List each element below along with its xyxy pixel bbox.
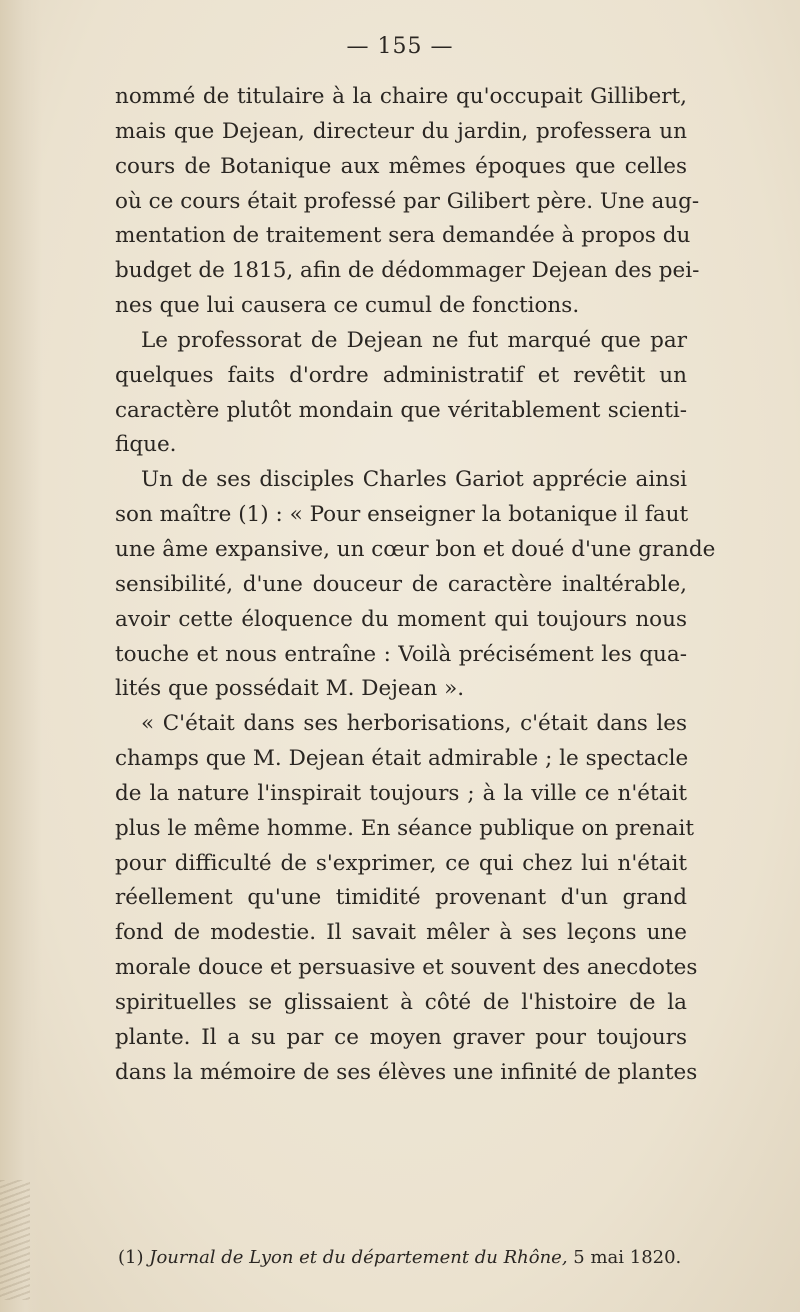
- text-line: nommé de titulaire à la chaire qu'occupait Gillibert,: [115, 84, 687, 109]
- page-edge-stain: [0, 1180, 30, 1300]
- text-line: fique.: [115, 432, 177, 458]
- text-line: lités que possédait M. Dejean ».: [115, 676, 465, 702]
- text-line: fond de modestie. Il savait mêler à ses leçons une: [115, 920, 687, 946]
- paragraph: [115, 463, 716, 707]
- text-line: touche et nous entraîne : Voilà précisément les qua-: [115, 641, 687, 667]
- text-line: pour difficulté de s'exprimer, ce qui chez lui n'était: [115, 850, 687, 876]
- footnote: [118, 1247, 698, 1268]
- text-line: de la nature l'inspirait toujours ; à la ville ce n'était: [115, 780, 687, 806]
- paragraph: [115, 707, 698, 1090]
- text-line: quelques faits d'ordre administratif et revêtit un: [115, 362, 687, 388]
- footnote-title: Journal de Lyon et du département du Rhône,: [149, 1247, 568, 1268]
- page-number: — 155 —: [346, 34, 454, 59]
- text-line: champs que M. Dejean était admirable ; le spectacle: [115, 746, 689, 772]
- text-line: une âme expansive, un cœur bon et doué d'une grande: [115, 536, 716, 562]
- text-line: dans la mémoire de ses élèves une infinité de plantes: [115, 1059, 698, 1085]
- text-line: son maître (1) : « Pour enseigner la botanique il faut: [115, 502, 689, 528]
- text-line: plante. Il a su par ce moyen graver pour toujours: [115, 1024, 687, 1050]
- text-line: Le professorat de Dejean ne fut marqué que par: [141, 327, 687, 353]
- page-edge-shadow: [0, 0, 42, 1312]
- text-line: réellement qu'une timidité provenant d'un grand: [115, 885, 687, 911]
- text-line: spirituelles se glissaient à côté de l'histoire de la: [115, 989, 687, 1015]
- body-text: [115, 80, 716, 1090]
- text-line: caractère plutôt mondain que véritablement scienti-: [115, 397, 687, 423]
- text-line: sensibilité, d'une douceur de caractère inaltérable,: [115, 571, 687, 597]
- text-line: avoir cette éloquence du moment qui toujours nous: [115, 606, 687, 632]
- text-line: plus le même homme. En séance publique on prenait: [115, 815, 695, 841]
- text-line: morale douce et persuasive et souvent des anecdotes: [115, 955, 698, 981]
- text-line: Un de ses disciples Charles Gariot apprécie ainsi: [141, 467, 687, 493]
- text-line: nes que lui causera ce cumul de fonctions.: [115, 293, 580, 319]
- text-line: cours de Botanique aux mêmes époques que celles: [115, 153, 687, 179]
- footnote-marker: (1): [118, 1247, 144, 1268]
- text-line: mentation de traitement sera demandée à propos du: [115, 223, 691, 249]
- footnote-date: 5 mai 1820.: [573, 1247, 682, 1268]
- text-line: mais que Dejean, directeur du jardin, professera un: [115, 118, 687, 144]
- text-line: « C'était dans ses herborisations, c'était dans les: [141, 711, 687, 737]
- text-line: où ce cours était professé par Gilibert père. Une aug-: [115, 188, 700, 214]
- paragraph: [115, 324, 687, 463]
- text-line: budget de 1815, afin de dédommager Dejean des pei-: [115, 258, 700, 284]
- paragraph: [115, 80, 700, 324]
